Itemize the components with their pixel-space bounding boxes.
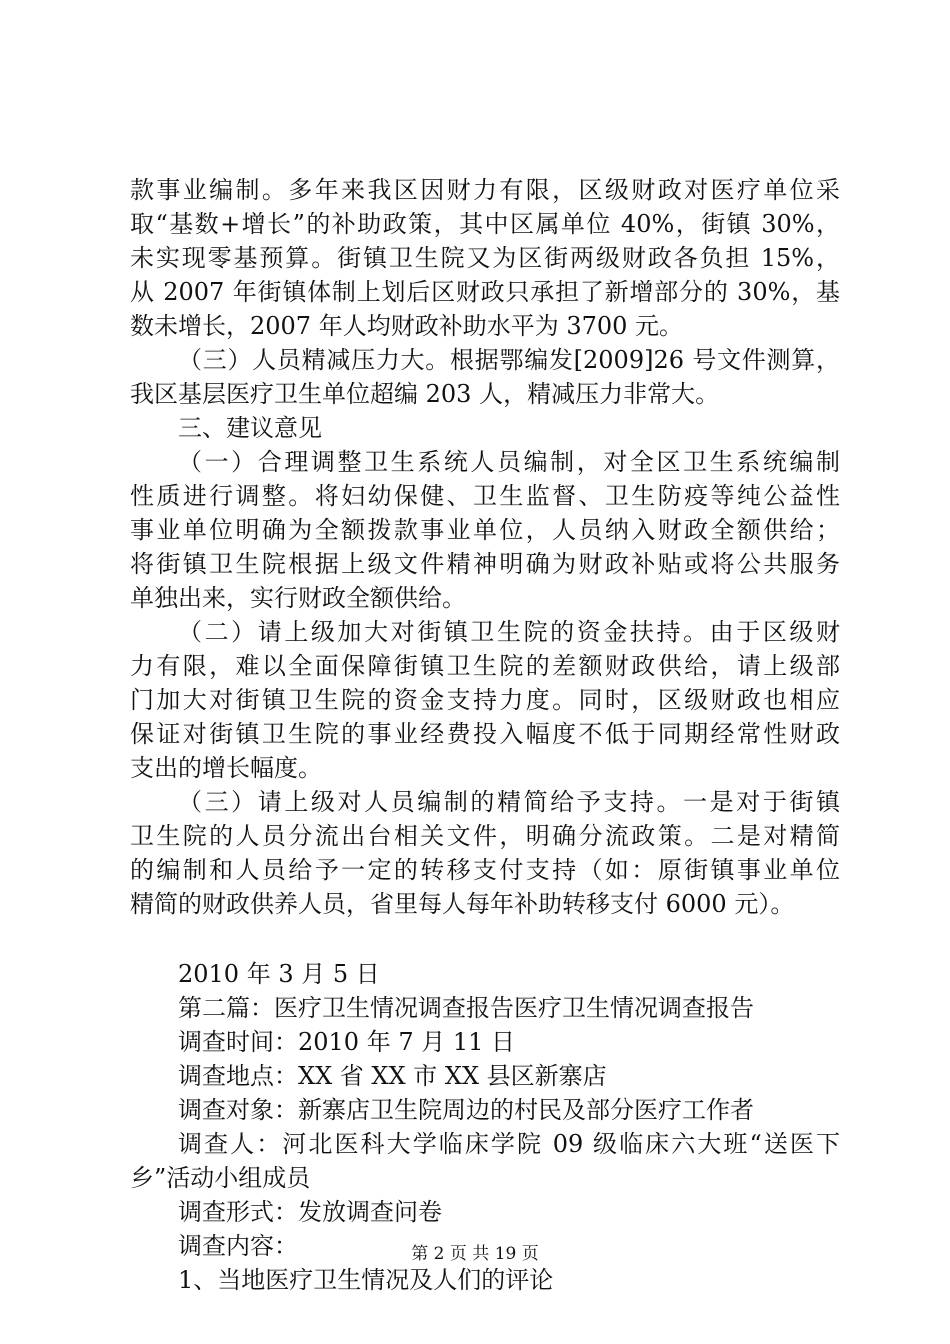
document-date: 2010 年 3 月 5 日 [178,960,380,988]
text-line: 支出的增长幅度。 [130,754,322,782]
paragraph-staff-reduction [130,343,840,411]
survey-content-label: 调查内容： [178,1232,298,1260]
text-line: 性质进行调整。将妇幼保健、卫生监督、卫生防疫等纯公益性 [130,482,840,510]
survey-investigator-cont: 乡”活动小组成员 [130,1164,311,1192]
survey-investigator: 调查人：河北医科大学临床学院 09 级临床六大班“送医下 [178,1130,840,1158]
text-line: 门加大对街镇卫生院的资金支持力度。同时，区级财政也相应 [130,686,840,714]
document-body [130,173,840,1297]
text-line: 取“基数+增长”的补助政策，其中区属单位 40%，街镇 30%， [130,210,840,238]
section-heading: 三、建议意见 [178,414,322,442]
text-line: 力有限，难以全面保障街镇卫生院的差额财政供给，请上级部 [130,652,840,680]
text-line: 保证对街镇卫生院的事业经费投入幅度不低于同期经常性财政 [130,720,840,748]
paragraph-funding-policy [130,173,840,343]
text-line: （一）合理调整卫生系统人员编制，对全区卫生系统编制 [178,448,840,476]
text-line: 精简的财政供养人员，省里每人每年补助转移支付 6000 元）。 [130,890,795,918]
survey-subjects: 调查对象：新寨店卫生院周边的村民及部分医疗工作者 [178,1096,754,1124]
text-line: 的编制和人员给予一定的转移支付支持（如：原街镇事业单位 [130,856,840,884]
text-line: 单独出来，实行财政全额供给。 [130,584,466,612]
page-footer: 第 2 页 共 19 页 [411,1244,539,1264]
text-line: 款事业编制。多年来我区因财力有限，区级财政对医疗单位采 [130,176,840,204]
text-line: （三）人员精减压力大。根据鄂编发[2009]26 号文件测算， [178,346,840,374]
text-line: 事业单位明确为全额拨款事业单位，人员纳入财政全额供给； [130,516,840,544]
text-line: 将街镇卫生院根据上级文件精神明确为财政补贴或将公共服务 [130,550,840,578]
text-line: （二）请上级加大对街镇卫生院的资金扶持。由于区级财 [178,618,840,646]
text-line: 未实现零基预算。街镇卫生院又为区街两级财政各负担 15%， [130,244,840,272]
text-line: 卫生院的人员分流出台相关文件，明确分流政策。二是对精简 [130,822,840,850]
survey-place: 调查地点：XX 省 XX 市 XX 县区新寨店 [178,1062,607,1090]
text-line: （三）请上级对人员编制的精简给予支持。一是对于街镇 [178,788,840,816]
paragraph-suggestion-three [130,785,840,921]
paragraph-suggestion-one [130,445,840,615]
survey-content-item: 1、当地医疗卫生情况及人们的评论 [178,1266,554,1294]
text-line: 数未增长，2007 年人均财政补助水平为 3700 元。 [130,312,684,340]
text-line: 从 2007 年街镇体制上划后区财政只承担了新增部分的 30%，基 [130,278,840,306]
blank-line [130,921,840,957]
survey-time: 调查时间：2010 年 7 月 11 日 [178,1028,516,1056]
text-line: 我区基层医疗卫生单位超编 203 人，精减压力非常大。 [130,380,720,408]
paragraph-suggestion-two [130,615,840,785]
survey-form: 调查形式：发放调查问卷 [178,1198,442,1226]
second-part-title: 第二篇：医疗卫生情况调查报告医疗卫生情况调查报告 [178,994,754,1022]
